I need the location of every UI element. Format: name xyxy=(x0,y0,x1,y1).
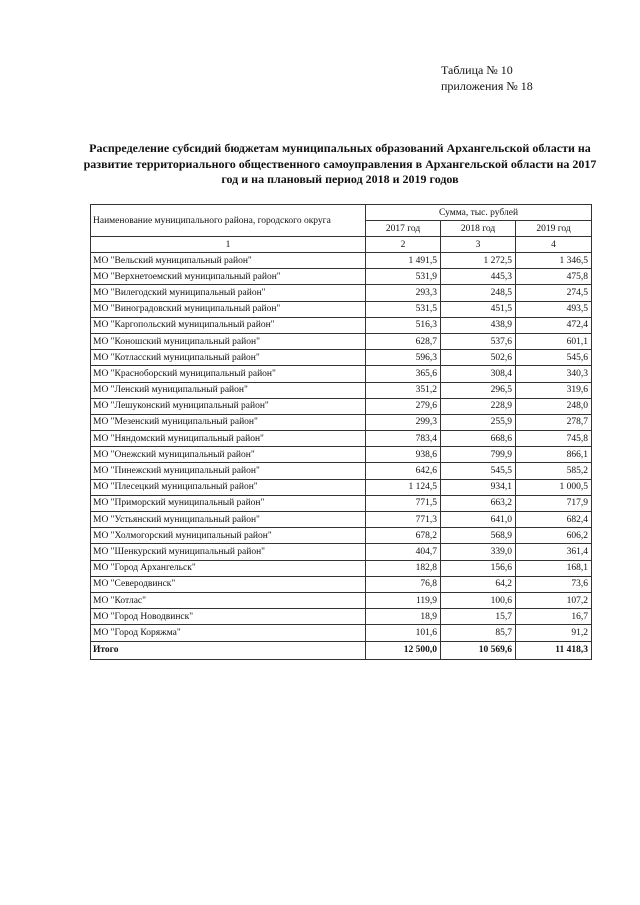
municipality-name: МО "Няндомский муниципальный район" xyxy=(91,431,366,447)
amount-cell: 91,2 xyxy=(516,625,592,641)
table-row xyxy=(91,592,592,608)
municipality-name: МО "Приморский муниципальный район" xyxy=(91,495,366,511)
table-row xyxy=(91,398,592,414)
amount-cell: 516,3 xyxy=(366,317,441,333)
amount-cell: 1 124,5 xyxy=(366,479,441,495)
table-row xyxy=(91,528,592,544)
column-numbers-row xyxy=(91,237,592,253)
table-row xyxy=(91,285,592,301)
table-row xyxy=(91,333,592,349)
amount-cell: 404,7 xyxy=(366,544,441,560)
amount-cell: 601,1 xyxy=(516,333,592,349)
municipality-name: МО "Город Архангельск" xyxy=(91,560,366,576)
amount-cell: 771,3 xyxy=(366,512,441,528)
municipality-name: МО "Коношский муниципальный район" xyxy=(91,333,366,349)
table-row xyxy=(91,544,592,560)
amount-cell: 248,0 xyxy=(516,398,592,414)
amount-cell: 319,6 xyxy=(516,382,592,398)
amount-cell: 799,9 xyxy=(441,447,516,463)
table-number: Таблица № 10 xyxy=(441,63,513,77)
municipality-name: МО "Виноградовский муниципальный район" xyxy=(91,301,366,317)
table-row xyxy=(91,317,592,333)
amount-cell: 451,5 xyxy=(441,301,516,317)
amount-cell: 119,9 xyxy=(366,592,441,608)
amount-cell: 351,2 xyxy=(366,382,441,398)
amount-cell: 502,6 xyxy=(441,350,516,366)
total-amount: 12 500,0 xyxy=(366,641,441,659)
amount-cell: 663,2 xyxy=(441,495,516,511)
amount-cell: 596,3 xyxy=(366,350,441,366)
amount-cell: 340,3 xyxy=(516,366,592,382)
amount-cell: 682,4 xyxy=(516,512,592,528)
amount-cell: 76,8 xyxy=(366,576,441,592)
municipality-name: МО "Холмогорский муниципальный район" xyxy=(91,528,366,544)
municipality-name: МО "Устьянский муниципальный район" xyxy=(91,512,366,528)
amount-cell: 168,1 xyxy=(516,560,592,576)
table-row xyxy=(91,366,592,382)
amount-cell: 938,6 xyxy=(366,447,441,463)
municipality-name: МО "Котласский муниципальный район" xyxy=(91,350,366,366)
amount-cell: 361,4 xyxy=(516,544,592,560)
column-header-sum: Сумма, тыс. рублей xyxy=(366,205,592,221)
amount-cell: 445,3 xyxy=(441,269,516,285)
amount-cell: 866,1 xyxy=(516,447,592,463)
amount-cell: 15,7 xyxy=(441,609,516,625)
amount-cell: 107,2 xyxy=(516,592,592,608)
municipality-name: МО "Верхнетоемский муниципальный район" xyxy=(91,269,366,285)
municipality-name: МО "Ленский муниципальный район" xyxy=(91,382,366,398)
amount-cell: 248,5 xyxy=(441,285,516,301)
amount-cell: 493,5 xyxy=(516,301,592,317)
column-header-2018: 2018 год xyxy=(441,221,516,237)
amount-cell: 156,6 xyxy=(441,560,516,576)
amount-cell: 537,6 xyxy=(441,333,516,349)
amount-cell: 475,8 xyxy=(516,269,592,285)
municipality-name: МО "Мезенский муниципальный район" xyxy=(91,414,366,430)
amount-cell: 278,7 xyxy=(516,414,592,430)
amount-cell: 1 346,5 xyxy=(516,253,592,269)
amount-cell: 531,5 xyxy=(366,301,441,317)
amount-cell: 274,5 xyxy=(516,285,592,301)
amount-cell: 678,2 xyxy=(366,528,441,544)
table-row xyxy=(91,479,592,495)
amount-cell: 228,9 xyxy=(441,398,516,414)
municipality-name: МО "Город Новодвинск" xyxy=(91,609,366,625)
amount-cell: 668,6 xyxy=(441,431,516,447)
amount-cell: 308,4 xyxy=(441,366,516,382)
municipality-name: МО "Красноборский муниципальный район" xyxy=(91,366,366,382)
table-row xyxy=(91,301,592,317)
header-row xyxy=(91,205,592,221)
table-row xyxy=(91,253,592,269)
total-label: Итого xyxy=(91,641,366,659)
municipality-name: МО "Котлас" xyxy=(91,592,366,608)
amount-cell: 545,6 xyxy=(516,350,592,366)
municipality-name: МО "Город Коряжма" xyxy=(91,625,366,641)
table-row xyxy=(91,576,592,592)
total-row xyxy=(91,641,592,659)
total-amount: 10 569,6 xyxy=(441,641,516,659)
amount-cell: 934,1 xyxy=(441,479,516,495)
amount-cell: 472,4 xyxy=(516,317,592,333)
municipality-name: МО "Онежский муниципальный район" xyxy=(91,447,366,463)
amount-cell: 255,9 xyxy=(441,414,516,430)
table-row xyxy=(91,512,592,528)
amount-cell: 365,6 xyxy=(366,366,441,382)
amount-cell: 745,8 xyxy=(516,431,592,447)
amount-cell: 438,9 xyxy=(441,317,516,333)
amount-cell: 531,9 xyxy=(366,269,441,285)
column-header-name: Наименование муниципального района, городского округа xyxy=(91,205,366,237)
amount-cell: 101,6 xyxy=(366,625,441,641)
amount-cell: 85,7 xyxy=(441,625,516,641)
amount-cell: 568,9 xyxy=(441,528,516,544)
amount-cell: 64,2 xyxy=(441,576,516,592)
municipality-name: МО "Вилегодский муниципальный район" xyxy=(91,285,366,301)
table-reference xyxy=(441,62,533,94)
table-row xyxy=(91,447,592,463)
column-number: 3 xyxy=(441,237,516,253)
amount-cell: 606,2 xyxy=(516,528,592,544)
table-row xyxy=(91,414,592,430)
municipality-name: МО "Пинежский муниципальный район" xyxy=(91,463,366,479)
amount-cell: 545,5 xyxy=(441,463,516,479)
page-title: Распределение субсидий бюджетам муниципальных образований Архангельской области на развитие территориального общественного самоуправления в Архангельской области на 2017 год и на плановый период 2018 и 2019 годов xyxy=(83,141,597,186)
amount-cell: 16,7 xyxy=(516,609,592,625)
amount-cell: 1 491,5 xyxy=(366,253,441,269)
amount-cell: 279,6 xyxy=(366,398,441,414)
appendix-number: приложения № 18 xyxy=(441,79,533,93)
table-row xyxy=(91,463,592,479)
subsidy-table xyxy=(90,204,592,660)
amount-cell: 296,5 xyxy=(441,382,516,398)
table-row xyxy=(91,495,592,511)
amount-cell: 1 000,5 xyxy=(516,479,592,495)
amount-cell: 642,6 xyxy=(366,463,441,479)
amount-cell: 339,0 xyxy=(441,544,516,560)
amount-cell: 18,9 xyxy=(366,609,441,625)
amount-cell: 182,8 xyxy=(366,560,441,576)
table-row xyxy=(91,431,592,447)
column-number: 4 xyxy=(516,237,592,253)
table-row xyxy=(91,269,592,285)
table-row xyxy=(91,625,592,641)
municipality-name: МО "Северодвинск" xyxy=(91,576,366,592)
municipality-name: МО "Лешуконский муниципальный район" xyxy=(91,398,366,414)
municipality-name: МО "Шенкурский муниципальный район" xyxy=(91,544,366,560)
amount-cell: 717,9 xyxy=(516,495,592,511)
amount-cell: 771,5 xyxy=(366,495,441,511)
amount-cell: 299,3 xyxy=(366,414,441,430)
column-header-2017: 2017 год xyxy=(366,221,441,237)
table-row xyxy=(91,560,592,576)
amount-cell: 585,2 xyxy=(516,463,592,479)
municipality-name: МО "Плесецкий муниципальный район" xyxy=(91,479,366,495)
table-row xyxy=(91,350,592,366)
table-row xyxy=(91,609,592,625)
amount-cell: 73,6 xyxy=(516,576,592,592)
amount-cell: 628,7 xyxy=(366,333,441,349)
column-header-2019: 2019 год xyxy=(516,221,592,237)
total-amount: 11 418,3 xyxy=(516,641,592,659)
amount-cell: 100,6 xyxy=(441,592,516,608)
amount-cell: 641,0 xyxy=(441,512,516,528)
column-number: 2 xyxy=(366,237,441,253)
municipality-name: МО "Каргопольский муниципальный район" xyxy=(91,317,366,333)
table-row xyxy=(91,382,592,398)
amount-cell: 1 272,5 xyxy=(441,253,516,269)
column-number: 1 xyxy=(91,237,366,253)
amount-cell: 783,4 xyxy=(366,431,441,447)
municipality-name: МО "Вельский муниципальный район" xyxy=(91,253,366,269)
amount-cell: 293,3 xyxy=(366,285,441,301)
